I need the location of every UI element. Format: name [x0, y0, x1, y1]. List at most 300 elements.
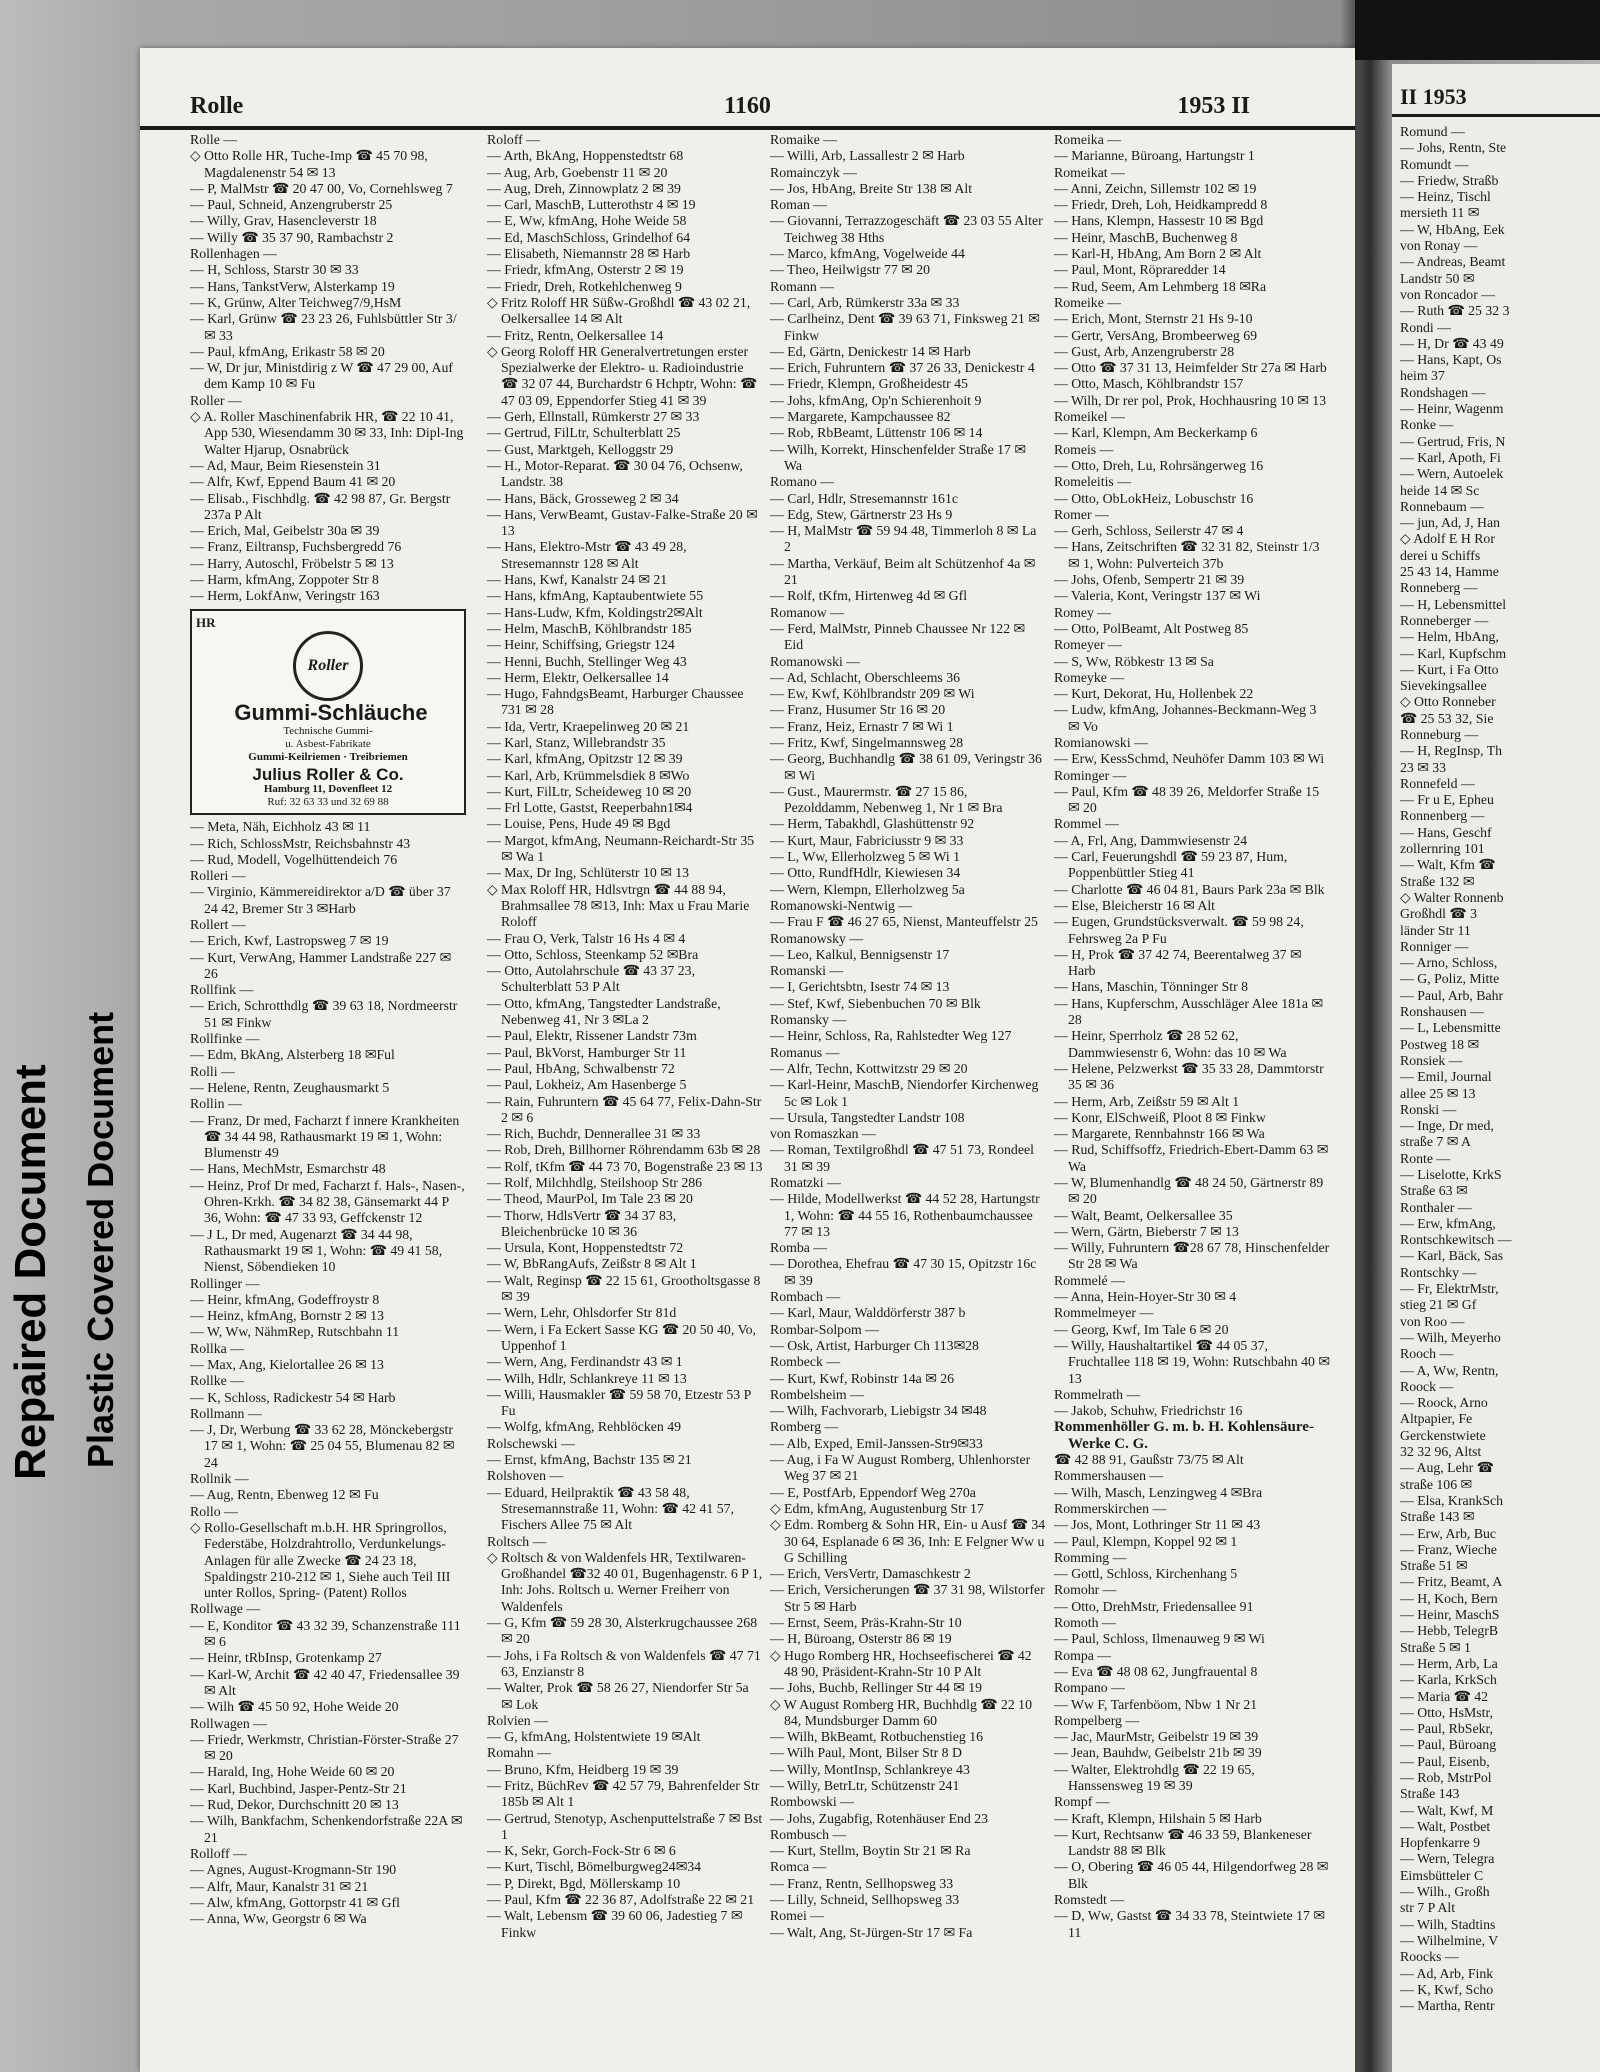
directory-entry: — Karl-W, Archit ☎ 42 40 47, Friedensallee 39 ✉ Alt — [190, 1666, 460, 1698]
directory-entry: Romei — — [770, 1908, 825, 1924]
directory-entry: — Inge, Dr med, — [1400, 1118, 1494, 1134]
directory-entry: — Heinr, tRbInsp, Grotenkamp 27 — [190, 1650, 382, 1666]
directory-entry: — Carl, Hdlr, Stresemannstr 161c — [770, 490, 958, 506]
directory-entry: ◇ Adolf E H Ror — [1400, 531, 1495, 547]
directory-entry: — Eduard, Heilpraktik ☎ 43 58 48, Stresemannstraße 11, Wohn: ☎ 42 41 57, Fischers Allee 75 ✉ Alt — [487, 1484, 734, 1533]
directory-entry: — Walt, Beamt, Oelkersallee 35 — [1054, 1207, 1233, 1223]
directory-entry: — Jos, Mont, Lothringer Str 11 ✉ 43 — [1054, 1517, 1261, 1533]
directory-entry: — Martha, Rentr — [1400, 1998, 1495, 2014]
directory-entry: Rolloff — — [190, 1845, 247, 1861]
directory-entry: Rontschkewitsch — — [1400, 1232, 1512, 1248]
directory-entry: — H, Prok ☎ 37 42 74, Beerentalweg 37 ✉ Harb — [1054, 946, 1302, 979]
directory-entry: Romahn — — [487, 1745, 551, 1761]
directory-entry: derei u Schiffs — [1400, 547, 1481, 563]
directory-entry: Ronke — — [1400, 417, 1454, 433]
directory-entry: — Walt, Reginsp ☎ 22 15 61, Grootholtsgasse 8 ✉ 39 — [487, 1272, 761, 1305]
directory-entry: Romianowski — — [1054, 734, 1148, 750]
directory-entry: — Wilh, Masch, Lenzingweg 4 ✉Bra — [1054, 1484, 1263, 1500]
directory-entry: — Otto, Schloss, Steenkamp 52 ✉Bra — [487, 946, 699, 962]
directory-entry: — Roock, Arno — [1400, 1395, 1488, 1411]
directory-entry: — Max, Dr Ing, Schlüterstr 10 ✉ 13 — [487, 865, 690, 881]
directory-entry: — Friedr, Werkmstr, Christian-Förster-Straße 27 ✉ 20 — [190, 1731, 459, 1764]
directory-entry: Rombach — — [770, 1289, 841, 1305]
directory-entry: — Rolf, tKfm ☎ 44 73 70, Bogenstraße 23 ✉ 13 — [487, 1158, 763, 1174]
directory-entry: Rommelrath — — [1054, 1386, 1141, 1402]
directory-entry: — Jakob, Schuhw, Friedrichstr 16 — [1054, 1403, 1243, 1419]
directory-entry: — Fritz, Rentn, Oelkersallee 14 — [487, 327, 664, 343]
ad-phone: Ruf: 32 63 33 und 32 69 88 — [267, 796, 389, 809]
directory-entry: — Ww F, Tarfenböom, Nbw 1 Nr 21 — [1054, 1696, 1258, 1712]
directory-entry: — Hans, Kupferschm, Ausschläger Alee 181a ✉ 28 — [1054, 995, 1324, 1028]
directory-entry: — Kurt, Tischl, Bömelburgweg24✉34 — [487, 1859, 702, 1875]
directory-entry: — Kurt, FilLtr, Scheideweg 10 ✉ 20 — [487, 783, 692, 799]
directory-entry: — Rich, SchlossMstr, Reichsbahnstr 43 — [190, 835, 411, 851]
directory-entry: Ronski — — [1400, 1101, 1457, 1117]
ad-title: Gummi-Schläuche — [234, 699, 428, 725]
directory-entry: — Herm, Arb, La — [1400, 1655, 1498, 1671]
directory-entry: Ronnebaum — — [1400, 498, 1484, 514]
directory-entry: — Edg, Stew, Gärtnerstr 23 Hs 9 — [770, 506, 953, 522]
directory-entry: — H, Dr ☎ 43 49 — [1400, 335, 1504, 351]
directory-entry: — Hans, MechMstr, Esmarchstr 48 — [190, 1161, 386, 1177]
directory-entry: — Kurt, i Fa Otto — [1400, 661, 1499, 677]
directory-entry: — Willy, BetrLtr, Schützenstr 241 — [770, 1777, 960, 1793]
directory-entry: Ronshausen — — [1400, 1004, 1484, 1020]
directory-entry: — W, BbRangAufs, Zeißstr 8 ✉ Alt 1 — [487, 1256, 697, 1272]
directory-entry: Rominger — — [1054, 767, 1127, 783]
directory-entry: Postweg 18 ✉ — [1400, 1036, 1480, 1052]
directory-entry: — Gertrud, Stenotyp, Aschenputtelstraße 7 ✉ Bst 1 — [487, 1810, 763, 1842]
directory-entry: Romano — — [770, 474, 834, 490]
directory-entry: — Franz, Dr med, Facharzt f innere Krankheiten ☎ 34 44 98, Rathausmarkt 19 ✉ 1, Wohn: Blumenstr 49 — [190, 1112, 460, 1161]
directory-entry: — Hans-Ludw, Kfm, Koldingstr2✉Alt — [487, 604, 703, 620]
directory-entry: — Hugo, FahndgsBeamt, Harburger Chaussee 731 ✉ 28 — [487, 686, 744, 718]
directory-entry: Rollmann — — [190, 1405, 262, 1421]
directory-entry: — Friedw, Straßb — [1400, 172, 1499, 188]
directory-entry: — Otto, PolBeamt, Alt Postweg 85 — [1054, 620, 1249, 636]
directory-entry: Roloff — — [487, 132, 541, 147]
directory-entry: — E, PostfArb, Eppendorf Weg 270a — [770, 1484, 976, 1500]
directory-entry: — Erich, Kwf, Lastropsweg 7 ✉ 19 — [190, 933, 389, 949]
directory-entry: — Wilh, Korrekt, Hinschenfelder Straße 17 ✉ Wa — [770, 441, 1026, 473]
directory-entry: — Ad, Arb, Fink — [1400, 1965, 1494, 1981]
directory-entry: — Anna, Hein-Hoyer-Str 30 ✉ 4 — [1054, 1289, 1237, 1305]
directory-entry: — Willy, Haushaltartikel ☎ 44 05 37, Fruchtallee 118 ✉ 19, Wohn: Rutschbahn 40 ✉ 13 — [1054, 1337, 1330, 1386]
ad-firm: Julius Roller & Co. — [252, 764, 404, 784]
directory-entry: Straße 132 ✉ — [1400, 873, 1475, 889]
directory-entry: länder Str 11 — [1400, 922, 1471, 938]
side-labels — [0, 870, 140, 1510]
directory-entry: Rompa — — [1054, 1647, 1112, 1663]
directory-entry: — Rud, Schiffsoffz, Friedrich-Ebert-Damm 63 ✉ Wa — [1054, 1142, 1329, 1174]
directory-entry: Roltsch — — [487, 1533, 547, 1549]
directory-entry: — Otto, Masch, Köhlbrandstr 157 — [1054, 376, 1244, 392]
directory-entry: Rollka — — [190, 1340, 245, 1356]
directory-entry: — Aug, Rentn, Ebenweg 12 ✉ Fu — [190, 1487, 379, 1503]
directory-entry: — Karl, Maur, Walddörferstr 387 b — [770, 1305, 966, 1321]
directory-entry: ◇ Otto Rolle HR, Tuche-Imp ☎ 45 70 98, Magdalenenstr 54 ✉ 13 — [190, 148, 428, 180]
directory-entry: — Margarete, Rennbahnstr 166 ✉ Wa — [1054, 1126, 1265, 1142]
directory-entry: — Erw, KessSchmd, Neuhöfer Damm 103 ✉ Wi — [1054, 751, 1325, 767]
directory-entry: Rolvien — — [487, 1712, 548, 1728]
directory-entry: Romeis — — [1054, 441, 1114, 457]
directory-page — [140, 48, 1355, 2072]
directory-entry: Rondi — — [1400, 319, 1451, 335]
directory-entry: — Carl, MaschB, Lutterothstr 4 ✉ 19 — [487, 197, 696, 213]
directory-entry: Rommenhöller G. m. b. H. Kohlensäure-Werke C. G. — [1054, 1419, 1314, 1452]
directory-entry: — Johs, Zugabfig, Rotenhäuser End 23 — [770, 1810, 989, 1826]
directory-entry: Rombeck — — [770, 1354, 841, 1370]
directory-entry: Rommerskirchen — — [1054, 1500, 1167, 1516]
directory-entry: — Wern, Ang, Ferdinandstr 43 ✉ 1 — [487, 1354, 683, 1370]
directory-entry: — Hans, kfmAng, Kaptaubentwiete 55 — [487, 588, 704, 604]
directory-entry: — Paul, Klempn, Koppel 92 ✉ 1 — [1054, 1533, 1238, 1549]
directory-entry: von Roncador — — [1400, 286, 1496, 302]
directory-entry: — Wilh, Bankfachm, Schenkendorfstraße 22A ✉ 21 — [190, 1813, 463, 1845]
directory-entry: — Erich, VersVertr, Damaschkestr 2 — [770, 1566, 971, 1582]
directory-entry: Eimsbütteler C — [1400, 1867, 1484, 1883]
directory-entry: — Ernst, kfmAng, Bachstr 135 ✉ 21 — [487, 1452, 692, 1468]
directory-entry: — Louise, Pens, Hude 49 ✉ Bgd — [487, 816, 671, 832]
directory-entry: — Hans, VerwBeamt, Gustav-Falke-Straße 20 ✉ 13 — [487, 506, 758, 539]
directory-entry: Rolleri — — [190, 868, 246, 884]
directory-entry: — Ed, Gärtn, Denickestr 14 ✉ Harb — [770, 343, 971, 359]
directory-entry: ◇ Max Roloff HR, Hdlsvtrgn ☎ 44 88 94, Brahmsallee 78 ✉13, Inh: Max u Frau Marie Roloff — [487, 881, 750, 930]
directory-entry: — Erich, Versicherungen ☎ 37 31 98, Wilstorfer Str 5 ✉ Harb — [770, 1582, 1045, 1614]
directory-entry: — Walt, Kwf, M — [1400, 1802, 1494, 1818]
directory-entry: — Agnes, August-Krogmann-Str 190 — [190, 1862, 397, 1878]
directory-entry: Roller — — [190, 392, 242, 408]
directory-entry: von Roo — — [1400, 1313, 1465, 1329]
directory-entry: — Gerh, Ellnstall, Rümkerstr 27 ✉ 33 — [487, 409, 700, 425]
directory-entry: — Hans, TankstVerw, Alsterkamp 19 — [190, 278, 395, 294]
directory-entry: — Carl, Feuerungshdl ☎ 59 23 87, Hum, Poppenbüttler Stieg 41 — [1054, 849, 1288, 881]
directory-entry: — Jean, Bauhdw, Geibelstr 21b ✉ 39 — [1054, 1745, 1262, 1761]
directory-entry: — K, Grünw, Alter Teichweg7/9,HsM — [190, 294, 402, 310]
directory-entry: — Johs, Ofenb, Sempertr 21 ✉ 39 — [1054, 572, 1245, 588]
directory-entry: — Paul, Kfm ☎ 48 39 26, Meldorfer Straße 15 ✉ 20 — [1054, 783, 1320, 816]
directory-entry: Ronneberg — — [1400, 580, 1478, 596]
directory-entry: — Gertrud, Fris, N — [1400, 433, 1506, 449]
directory-entry: Rollwage — — [190, 1601, 261, 1617]
directory-entry: Romca — — [770, 1859, 827, 1875]
column-3 — [770, 132, 1046, 1941]
directory-entry: — Ursula, Kont, Hoppenstedtstr 72 — [487, 1240, 684, 1256]
column-4 — [1054, 132, 1330, 1941]
directory-entry: Rollwagen — — [190, 1715, 268, 1731]
directory-entry: — Dorothea, Ehefrau ☎ 47 30 15, Opitzstr 16c ✉ 39 — [770, 1256, 1037, 1288]
directory-entry: Großhdl ☎ 3 — [1400, 906, 1477, 922]
directory-entry: — Karl, Grünw ☎ 23 23 26, Fuhlsbüttler Str 3/ ✉ 33 — [190, 311, 457, 343]
directory-entry: — Herm, LokfAnw, Veringstr 163 — [190, 588, 380, 604]
directory-entry: — Alw, kfmAng, Gottorpstr 41 ✉ Gfl — [190, 1894, 400, 1910]
directory-entry: — Alfr, Techn, Kottwitzstr 29 ✉ 20 — [770, 1060, 968, 1076]
directory-entry: — Emil, Journal — [1400, 1069, 1492, 1085]
repaired-document-label: Repaired Document — [6, 1064, 55, 1480]
directory-entry: — Eva ☎ 48 08 62, Jungfrauental 8 — [1054, 1663, 1258, 1679]
directory-entry: Romanow — — [770, 604, 844, 620]
directory-entry: — Helm, MaschB, Köhlbrandstr 185 — [487, 620, 692, 636]
directory-entry: 23 ✉ 33 — [1400, 759, 1447, 775]
directory-entry: — Helene, Rentn, Zeughausmarkt 5 — [190, 1079, 390, 1095]
directory-entry: — Aug, i Fa W August Romberg, Uhlenhorster Weg 37 ✉ 21 — [770, 1452, 1031, 1484]
directory-entry: — Wern, Lehr, Ohlsdorfer Str 81d — [487, 1305, 677, 1321]
directory-entry: — H, Schloss, Starstr 30 ✉ 33 — [190, 262, 359, 278]
header-keyword: Rolle — [190, 93, 244, 119]
directory-entry: — Ad, Maur, Beim Riesenstein 31 — [190, 457, 381, 473]
directory-entry: — Wern, Autoelek — [1400, 466, 1504, 482]
directory-entry: ◇ Hugo Romberg HR, Hochseefischerei ☎ 42 48 90, Präsident-Krahn-Str 10 P Alt — [770, 1647, 1032, 1679]
directory-entry: — Hans, Kwf, Kanalstr 24 ✉ 21 — [487, 572, 668, 588]
directory-entry: — Osk, Artist, Harburger Ch 113✉28 — [770, 1337, 979, 1353]
directory-entry: — Walter, Prok ☎ 58 26 27, Niendorfer Str 5a ✉ Lok — [487, 1680, 749, 1712]
directory-entry: — Karl, kfmAng, Opitzstr 12 ✉ 39 — [487, 751, 683, 767]
directory-entry: — Paul, Schloss, Ilmenauweg 9 ✉ Wi — [1054, 1631, 1265, 1647]
directory-entry: — H, RegInsp, Th — [1400, 743, 1503, 759]
ad-line: Gummi-Keilriemen · Treibriemen — [248, 750, 408, 763]
directory-entry: 32 32 96, Altst — [1400, 1444, 1482, 1460]
directory-entry: Romund — — [1400, 124, 1465, 139]
directory-entry: — W, HbAng, Eek — [1400, 221, 1505, 237]
directory-entry: — Wern, Telegra — [1400, 1851, 1495, 1867]
directory-entry: Romanowski-Nentwig — — [770, 897, 913, 913]
directory-entry: von Romaszkan — — [770, 1126, 876, 1142]
directory-entry: — Heinz, Prof Dr med, Facharzt f. Hals-, Nasen-, Ohren-Krkh. ☎ 34 82 38, Gänsemarkt 44 P 36, Wohn: ☎ 47 33 93, Geffckenstr 12 — [190, 1177, 465, 1226]
directory-entry: heide 14 ✉ Sc — [1400, 482, 1480, 498]
directory-entry: — Marianne, Büroang, Hartungstr 1 — [1054, 148, 1255, 164]
directory-entry: — Gertrud, FilLtr, Schulterblatt 25 — [487, 425, 681, 441]
directory-entry: — Erich, Mal, Geibelstr 30a ✉ 39 — [190, 523, 380, 539]
directory-entry: Romanowski — — [770, 653, 861, 669]
scanner-edge — [1355, 0, 1600, 60]
directory-entry: — Friedr, kfmAng, Osterstr 2 ✉ 19 — [487, 262, 684, 278]
directory-entry: — Max, Ang, Kielortallee 26 ✉ 13 — [190, 1357, 384, 1372]
directory-entry: Altpapier, Fe — [1400, 1411, 1473, 1427]
directory-entry: — J, Dr, Werbung ☎ 33 62 28, Mönckebergstr 17 ✉ 1, Wohn: ☎ 25 04 55, Blumenau 82 ✉ 24 — [190, 1422, 455, 1470]
directory-entry: Romer — — [1054, 506, 1109, 522]
directory-entry: — Thorw, HdlsVertr ☎ 34 37 83, Bleichenbrücke 10 ✉ 36 — [487, 1207, 677, 1239]
directory-entry: — Karl, Bäck, Sas — [1400, 1248, 1504, 1264]
directory-entry: Ronneburg — — [1400, 726, 1479, 742]
directory-entry: — Ed, MaschSchloss, Grindelhof 64 — [487, 229, 691, 245]
directory-entry: — H, Lebensmittel — [1400, 596, 1507, 612]
directory-entry: — Helene, Pelzwerkst ☎ 35 33 28, Dammtorstr 35 ✉ 36 — [1054, 1060, 1324, 1093]
directory-entry: — Anni, Zeichn, Sillemstr 102 ✉ 19 — [1054, 180, 1257, 196]
directory-entry: — Liselotte, KrkS — [1400, 1167, 1502, 1182]
directory-entry: Straße 5 ✉ 1 — [1400, 1639, 1471, 1655]
directory-entry: — Frl Lotte, Gastst, Reeperbahn1✉4 — [487, 800, 693, 816]
directory-entry: — Fr u E, Epheu — [1400, 792, 1494, 808]
directory-entry: — Anna, Ww, Georgstr 6 ✉ Wa — [190, 1911, 367, 1927]
directory-entry: — Johs, kfmAng, Op'n Schierenhoit 9 — [770, 392, 982, 408]
directory-entry: — Ludw, kfmAng, Johannes-Beckmann-Weg 3 ✉ Vo — [1054, 702, 1317, 734]
directory-entry: mersieth 11 ✉ — [1400, 205, 1480, 221]
directory-entry: Rolle — — [190, 132, 238, 147]
directory-entry: — Virginio, Kämmereidirektor a/D ☎ über 37 24 42, Bremer Str 3 ✉Harb — [190, 884, 451, 916]
directory-entry: — Eugen, Grundstücksverwalt. ☎ 59 98 24, Fehrsweg 2a P Fu — [1054, 914, 1304, 946]
directory-entry: — Wilh, Fachvorarb, Liebigstr 34 ✉48 — [770, 1403, 987, 1419]
directory-entry: — Valeria, Kont, Veringstr 137 ✉ Wi — [1054, 588, 1261, 604]
directory-entry: — Charlotte ☎ 46 04 81, Baurs Park 23a ✉ Blk — [1054, 881, 1325, 897]
directory-entry: Romann — — [770, 278, 834, 294]
directory-entry: — Heinr, Schloss, Ra, Rahlstedter Weg 127 — [770, 1028, 1012, 1044]
directory-entry: ☎ 42 88 91, Gaußstr 73/75 ✉ Alt — [1054, 1452, 1244, 1468]
directory-entry: — Hans, Kapt, Os — [1400, 352, 1502, 368]
directory-entry: Rombelsheim — — [770, 1386, 864, 1402]
next-page-rule — [1392, 114, 1600, 117]
directory-entry: Rolschewski — — [487, 1435, 575, 1451]
directory-entry: Ronnenberg — — [1400, 808, 1485, 824]
directory-entry: Straße 63 ✉ — [1400, 1183, 1468, 1199]
directory-entry: — Rob, Dreh, Billhorner Röhrendamm 63b ✉ 28 — [487, 1142, 761, 1158]
directory-entry: — Hilde, Modellwerkst ☎ 44 52 28, Hartungstr 1, Wohn: ☎ 44 55 16, Rothenbaumchaussee 77 ✉ 13 — [770, 1191, 1040, 1239]
directory-entry: — Erw, kfmAng, — [1400, 1215, 1496, 1231]
directory-entry: — Ferd, MalMstr, Pinneb Chaussee Nr 122 ✉ Eid — [770, 620, 1026, 653]
directory-entry: — Willy, MontInsp, Schlankreye 43 — [770, 1761, 970, 1777]
directory-entry: — Hans, Maschin, Tönninger Str 8 — [1054, 979, 1249, 995]
directory-entry: — H, Büroang, Osterstr 86 ✉ 19 — [770, 1631, 952, 1647]
directory-entry: zollernring 101 — [1400, 841, 1485, 857]
directory-entry: ◇ Otto Ronneber — [1400, 694, 1496, 710]
plastic-covered-document-label: Plastic Covered Document — [80, 1011, 121, 1468]
directory-entry: — G, kfmAng, Holstentwiete 19 ✉Alt — [487, 1729, 701, 1745]
directory-entry: 25 43 14, Hamme — [1400, 564, 1499, 580]
ad-sub1: Technische Gummi- — [283, 724, 373, 737]
directory-entry: — Andreas, Beamt — [1400, 254, 1506, 270]
directory-entry: — Wilh, BkBeamt, Rotbuchenstieg 16 — [770, 1729, 984, 1745]
directory-entry: Straße 51 ✉ — [1400, 1558, 1468, 1574]
directory-entry: — Kurt, Kwf, Robinstr 14a ✉ 26 — [770, 1370, 955, 1386]
directory-entry: Rollfinke — — [190, 1031, 260, 1047]
directory-entry: — Gust, Arb, Anzengruberstr 28 — [1054, 343, 1235, 359]
directory-entry: — Walt, Postbet — [1400, 1818, 1491, 1834]
directory-entry: — Wilh, Dr rer pol, Prok, Hochhausring 10 ✉ 13 — [1054, 392, 1327, 408]
ad-tag: HR — [196, 614, 216, 630]
directory-entry: — Kurt, Stellm, Boytin Str 21 ✉ Ra — [770, 1843, 971, 1859]
directory-entry: — Wern, Klempn, Ellerholzweg 5a — [770, 881, 965, 897]
directory-entry: — Bruno, Kfm, Heidberg 19 ✉ 39 — [487, 1761, 679, 1777]
directory-entry: — Rain, Fuhruntern ☎ 45 64 77, Felix-Dahn-Str 2 ✉ 6 — [487, 1093, 762, 1125]
directory-entry: — Friedr, Klempn, Großheidestr 45 — [770, 376, 968, 392]
directory-entry: — Karl, Klempn, Am Beckerkamp 6 — [1054, 425, 1258, 441]
directory-entry: — Elisab., Fischhdlg. ☎ 42 98 87, Gr. Bergstr 237a P Alt — [190, 490, 451, 522]
directory-entry: — Rolf, tKfm, Hirtenweg 4d ✉ Gfl — [770, 588, 968, 604]
directory-entry: — Rob, RbBeamt, Lüttenstr 106 ✉ 14 — [770, 425, 983, 441]
directory-entry: — Elisabeth, Niemannstr 28 ✉ Harb — [487, 246, 691, 262]
directory-entry: — Paul, RbSekr, — [1400, 1721, 1493, 1737]
directory-entry: — Rud, Dekor, Durchschnitt 20 ✉ 13 — [190, 1797, 399, 1813]
directory-entry: — Herm, Elektr, Oelkersallee 14 — [487, 669, 669, 685]
directory-entry: — Theod, MaurPol, Im Tale 23 ✉ 20 — [487, 1191, 693, 1207]
directory-entry: — Erich, Fuhruntern ☎ 37 26 33, Denickestr 4 — [770, 360, 1035, 376]
directory-entry: von Ronay — — [1400, 238, 1478, 254]
directory-entry: Romanowsky — — [770, 930, 864, 946]
directory-entry: Rollin — — [190, 1096, 242, 1112]
directory-entry: — Margarete, Kampchaussee 82 — [770, 409, 951, 425]
directory-entry: — Friedr, Dreh, Loh, Heidkampredd 8 — [1054, 197, 1268, 213]
directory-entry: str 7 P Alt — [1400, 1900, 1456, 1916]
directory-entry: — Wolfg, kfmAng, Rehblöcken 49 — [487, 1419, 682, 1435]
directory-entry: ☎ 25 53 32, Sie — [1400, 710, 1494, 726]
directory-entry: Roocks — — [1400, 1949, 1459, 1965]
directory-entry: — Else, Bleicherstr 16 ✉ Alt — [1054, 897, 1216, 913]
directory-entry: — Frau O, Verk, Talstr 16 Hs 4 ✉ 4 — [487, 930, 686, 946]
directory-entry: — Otto, Autolahrschule ☎ 43 37 23, Schulterblatt 53 P Alt — [487, 963, 696, 995]
directory-entry: — Henni, Buchh, Stellinger Weg 43 — [487, 653, 687, 669]
column-1 — [190, 132, 466, 1927]
directory-entry: — Karl, Apoth, Fi — [1400, 449, 1501, 465]
directory-entry: Romeyer — — [1054, 637, 1122, 653]
directory-entry: — Wern, Gärtn, Bieberstr 7 ✉ 13 — [1054, 1223, 1239, 1239]
directory-entry: — Paul, Büroang — [1400, 1737, 1497, 1753]
directory-entry: — Johs, i Fa Roltsch & von Waldenfels ☎ 47 71 63, Enzianstr 8 — [487, 1647, 761, 1679]
directory-entry: — Walt, Kfm ☎ — [1400, 857, 1496, 873]
directory-entry: Sievekingsallee — [1400, 678, 1487, 694]
advertisement-box — [190, 609, 466, 816]
roller-logo-icon: Roller — [293, 631, 363, 701]
directory-entry: straße 7 ✉ A — [1400, 1134, 1471, 1150]
directory-entry: — Herm, Arb, Zeißstr 59 ✉ Alt 1 — [1054, 1093, 1240, 1109]
directory-entry: — Ida, Vertr, Kraepelinweg 20 ✉ 21 — [487, 718, 690, 734]
directory-entry: — H, MalMstr ☎ 59 94 48, Timmerloh 8 ✉ La 2 — [770, 523, 1037, 555]
directory-entry: Rollfink — — [190, 982, 254, 998]
directory-entry: — Karla, KrkSch — [1400, 1672, 1497, 1688]
directory-entry: — Kurt, Rechtsanw ☎ 46 33 59, Blankeneser Landstr 88 ✉ Blk — [1054, 1826, 1312, 1859]
directory-entry: Rondshagen — — [1400, 384, 1486, 400]
directory-entry: — jun, Ad, J, Han — [1400, 515, 1501, 531]
directory-entry: ◇ Fritz Roloff HR Süßw-Großhdl ☎ 43 02 21, Oelkersallee 14 ✉ Alt — [487, 294, 751, 327]
directory-entry: — Heinr, MaschB, Buchenweg 8 — [1054, 229, 1238, 245]
directory-entry: — Paul, BkVorst, Hamburger Str 11 — [487, 1044, 687, 1060]
next-page-fragment — [1392, 64, 1600, 2072]
directory-entry: — Alfr, Maur, Kanalstr 31 ✉ 21 — [190, 1878, 369, 1894]
directory-entry: Ronnefeld — — [1400, 775, 1475, 791]
directory-entry: — Paul, Arb, Bahr — [1400, 987, 1504, 1003]
directory-entry: Romeleitis — — [1054, 474, 1132, 490]
directory-entry: — Gust., Maurermstr. ☎ 27 15 86, Pezolddamm, Nebenweg 1, Nr 1 ✉ Bra — [770, 783, 1003, 816]
directory-entry: — E, Konditor ☎ 43 32 39, Schanzenstraße 111 ✉ 6 — [190, 1617, 461, 1650]
directory-entry: — Paul, Kfm ☎ 22 36 87, Adolfstraße 22 ✉ 21 — [487, 1892, 755, 1908]
directory-entry: Landstr 50 ✉ — [1400, 270, 1475, 286]
directory-entry: — Wilh., Großh — [1400, 1884, 1490, 1900]
directory-entry: Rollert — — [190, 916, 246, 932]
directory-entry: ◇ A. Roller Maschinenfabrik HR, ☎ 22 10 41, App 530, Wiesendamm 30 ✉ 33, Inh: Dipl-Ing Walter Hjarup, Osnabrück — [190, 409, 464, 457]
directory-entry: Romba — — [770, 1240, 828, 1256]
directory-entry: — Franz, Rentn, Sellhopsweg 33 — [770, 1875, 954, 1891]
directory-entry: — Hans, Bäck, Grosseweg 2 ✉ 34 — [487, 490, 679, 506]
directory-entry: — Arth, BkAng, Hoppenstedtstr 68 — [487, 148, 684, 164]
directory-entry: — Gerh, Schloss, Seilerstr 47 ✉ 4 — [1054, 523, 1244, 539]
directory-entry: — Hans, Klempn, Hassestr 10 ✉ Bgd — [1054, 213, 1264, 229]
directory-entry: Roman — — [770, 197, 828, 213]
column-2 — [487, 132, 763, 1941]
directory-entry: — Otto, kfmAng, Tangstedter Landstraße, Nebenweg 41, Nr 3 ✉La 2 — [487, 995, 721, 1028]
directory-entry: Rollnik — — [190, 1471, 249, 1487]
directory-entry: Romming — — [1054, 1549, 1127, 1565]
directory-entry: Rollke — — [190, 1373, 245, 1389]
directory-entry: — L, Ww, Ellerholzweg 5 ✉ Wi 1 — [770, 849, 961, 865]
directory-entry: — Karl, Buchbind, Jasper-Pentz-Str 21 — [190, 1780, 407, 1796]
directory-entry: — Maria ☎ 42 — [1400, 1688, 1489, 1704]
ad-address: Hamburg 11, Dovenfleet 12 — [263, 783, 393, 796]
directory-entry: — Alb, Exped, Emil-Janssen-Str9✉33 — [770, 1435, 983, 1451]
directory-entry: — Wilh, Meyerho — [1400, 1329, 1501, 1345]
directory-entry: — Willy, Fuhruntern ☎28 67 78, Hinschenfelder Str 28 ✉ Wa — [1054, 1240, 1330, 1272]
directory-entry: — Paul, Mont, Röpraredder 14 — [1054, 262, 1226, 278]
directory-entry: — Carl, Arb, Rümkerstr 33a ✉ 33 — [770, 294, 960, 310]
directory-entry: — Leo, Kalkul, Bennigsenstr 17 — [770, 946, 950, 962]
directory-entry: — Hans, Elektro-Mstr ☎ 43 49 28, Stresemannstr 128 ✉ Alt — [487, 539, 687, 571]
